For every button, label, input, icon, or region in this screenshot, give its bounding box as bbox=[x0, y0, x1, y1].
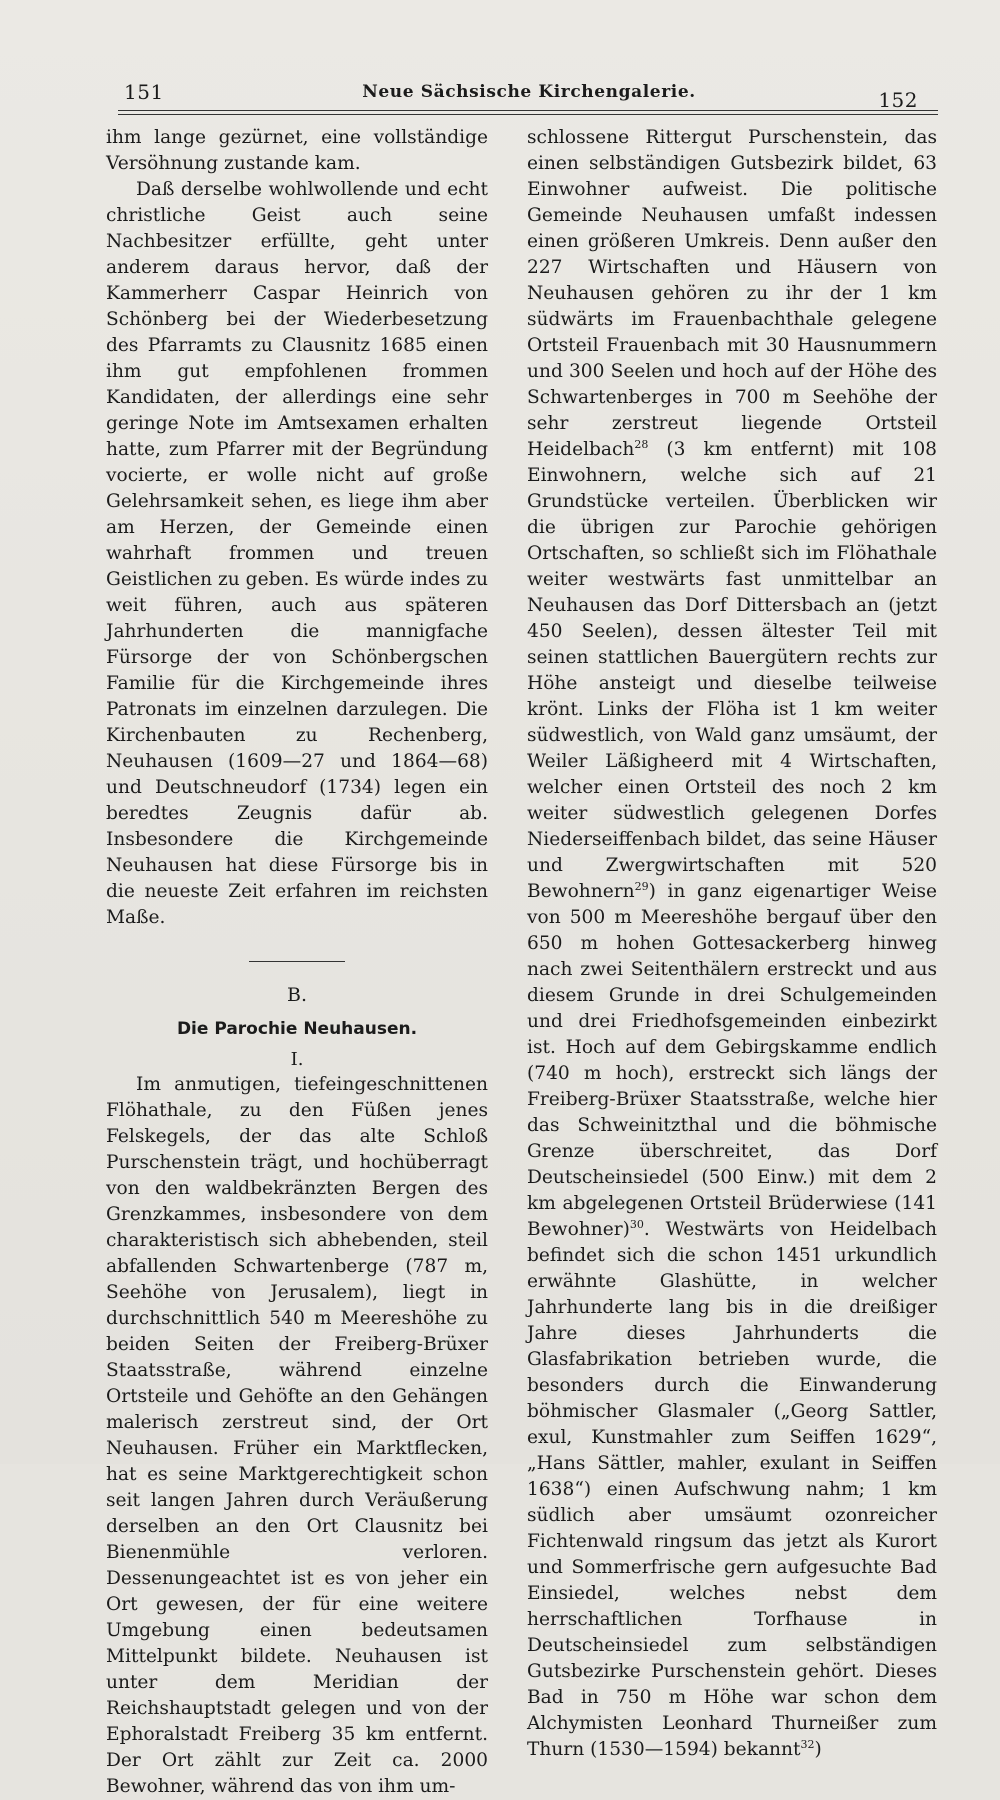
section-number: I. bbox=[290, 1049, 304, 1070]
paragraph: Im anmutigen, tiefeingeschnittenen Flöhathale, zu den Füßen jenes Felskegels, der das alte Schloß Purschenstein trägt, und hochüberragt von den waldbekränzten Bergen des Grenzkammes, insbesondere von dem charakteristisch sich abhebenden, steil abfallenden Schwartenberge (787 m, Seehöhe von Jerusalem), liegt in durchschnittlich 540 m Meereshöhe zu beiden Seiten der Freiberg-Brüxer Staatsstraße, während einzelne Ortsteile und Gehöfte an den Gehängen malerisch zerstreut sind, der Ort Neuhausen. Früher ein Marktflecken, hat es seine Marktgerechtigkeit schon seit langen Jahren durch Veräußerung derselben an den Ort Clausnitz bei Bienenmühle verloren. Dessenungeachtet ist es von jeher ein Ort gewesen, der für eine weitere Umgebung einen bedeutsamen Mittelpunkt bildete. Neuhausen ist unter dem Meridian der Reichshauptstadt gelegen und von der Ephoralstadt Freiberg 35 km entfernt. Der Ort zählt zur Zeit ca. 2000 Bewohner, während das von ihm um- bbox=[106, 1074, 488, 1797]
section-title: Die Parochie Neuhausen. bbox=[176, 1019, 418, 1039]
footnote-ref: 29 bbox=[634, 879, 649, 893]
left-page-number: 151 bbox=[124, 80, 164, 104]
text-run: (3 km entfernt) mit 108 Einwohnern, welche sich auf 21 Grundstücke verteilen. Überblicken wir die übrigen zur Parochie gehörigen Ortschaften, so schließt sich im Flöhathale weiter westwärts fast unmittelbar an Neuhausen das Dorf Dittersbach an (jetzt 450 Seelen), dessen ältester Teil mit seinen stattlichen Bauergütern rechts zur Höhe ansteigt und dieselbe teilweise krönt. Links der Flöha ist 1 km weiter südwestlich, von Wald ganz umsäumt, der Weiler Läßigheerd mit 4 Wirtschaften, welcher einen Ortsteil des noch 2 km weiter südwestlich gelegenen Dorfes Niederseiffenbach bildet, das seine Häuser und Zwergwirtschaften mit 520 Bewohnern bbox=[527, 439, 937, 902]
footnote-ref: 32 bbox=[800, 1737, 815, 1751]
text-run: . Westwärts von Heidelbach befindet sich die schon 1451 urkundlich erwähnte Glashütte, in welcher Jahrhunderte lang bis in die dreißiger Jahre dieses Jahrhunderts die Glasfabrikation betrieben wurde, die besonders durch die Einwanderung böhmischer Glasmaler („Georg Sattler, exul, Kunstmahler zum Seiffen 1629“, „Hans Sättler, mahler, exulant in Seiffen 1638“) einen Aufschwung nahm; 1 km südlich aber umsäumt ozonreicher Fichtenwald ringsum das jetzt als Kurort und Sommerfrische gern aufgesuchte Bad Einsiedel, welches nebst dem herrschaftlichen Torfhause in Deutscheinsiedel zum selbständigen Gutsbezirke Purschenstein gehört. Dieses Bad in 750 m Höhe war schon dem Alchymisten Leonhard Thurneißer zum Thurn (1530—1594) bekannt bbox=[527, 1219, 937, 1760]
left-column bbox=[106, 125, 488, 1800]
right-column bbox=[527, 125, 937, 1763]
paragraph: ihm lange gezürnet, eine vollständige Versöhnung zustande kam. bbox=[106, 127, 488, 174]
paragraph: Daß derselbe wohlwollende und echt christliche Geist auch seine Nachbesitzer erfüllte, geht unter anderem daraus hervor, daß der Kammerherr Caspar Heinrich von Schönberg bei der Wiederbesetzung des Pfarramts zu Clausnitz 1685 einen ihm gut empfohlenen frommen Kandidaten, der allerdings eine sehr geringe Note im Amtsexamen erhalten hatte, zum Pfarrer mit der Begründung vocierte, er wolle nicht auf große Gelehrsamkeit sehen, es liege ihm aber am Herzen, der Gemeinde einen wahrhaft frommen und treuen Geistlichen zu geben. Es würde indes zu weit führen, auch aus späteren Jahrhunderten die mannigfache Fürsorge der von Schönbergschen Familie für die Kirchgemeinde ihres Patronats im einzelnen darzulegen. Die Kirchenbauten zu Rechenberg, Neuhausen (1609—27 und 1864—68) und Deutschneudorf (1734) legen ein beredtes Zeugnis dafür ab. Insbesondere die Kirchgemeinde Neuhausen hat diese Fürsorge bis in die neueste Zeit erfahren im reichsten Maße. bbox=[106, 179, 488, 928]
text-run: ) bbox=[814, 1739, 822, 1760]
text-run: ) in ganz eigenartiger Weise von 500 m Meereshöhe bergauf über den 650 m hohen Gottesackerberg hinweg nach zwei Seitenthälern erstreckt und aus diesem Grunde in drei Schulgemeinden und drei Friedhofsgemeinden einbezirkt ist. Hoch auf dem Gebirgskamme endlich (740 m hoch), erstreckt sich längs der Freiberg-Brüxer Staatsstraße, welche hier das Schweinitzthal und die böhmische Grenze überschreitet, das Dorf Deutscheinsiedel (500 Einw.) mit dem 2 km abgelegenen Ortsteil Brüderwiese (141 Bewohner) bbox=[527, 881, 937, 1240]
text-run: schlossene Rittergut Purschenstein, das einen selbständigen Gutsbezirk bildet, 63 Einwohner aufweist. Die politische Gemeinde Neuhausen umfaßt indessen einen größeren Umkreis. Denn außer den 227 Wirtschaften und Häusern von Neuhausen gehören zu ihr der 1 km südwärts im Frauenbachthale gelegene Ortsteil Frauenbach mit 30 Hausnummern und 300 Seelen und hoch auf der Höhe des Schwartenberges in 700 m Seehöhe der sehr zerstreut liegende Ortsteil Heidelbach bbox=[527, 127, 937, 460]
page-header bbox=[118, 72, 940, 112]
running-title: Neue Sächsische Kirchengalerie. bbox=[362, 82, 696, 102]
section-divider bbox=[249, 961, 345, 962]
header-rule bbox=[118, 110, 938, 111]
paragraph bbox=[527, 125, 937, 1763]
header-rule-thin bbox=[118, 114, 938, 115]
footnote-ref: 30 bbox=[629, 1217, 644, 1231]
footnote-ref: 28 bbox=[634, 437, 649, 451]
section-letter: B. bbox=[286, 984, 307, 1006]
right-page-number: 152 bbox=[878, 88, 918, 112]
